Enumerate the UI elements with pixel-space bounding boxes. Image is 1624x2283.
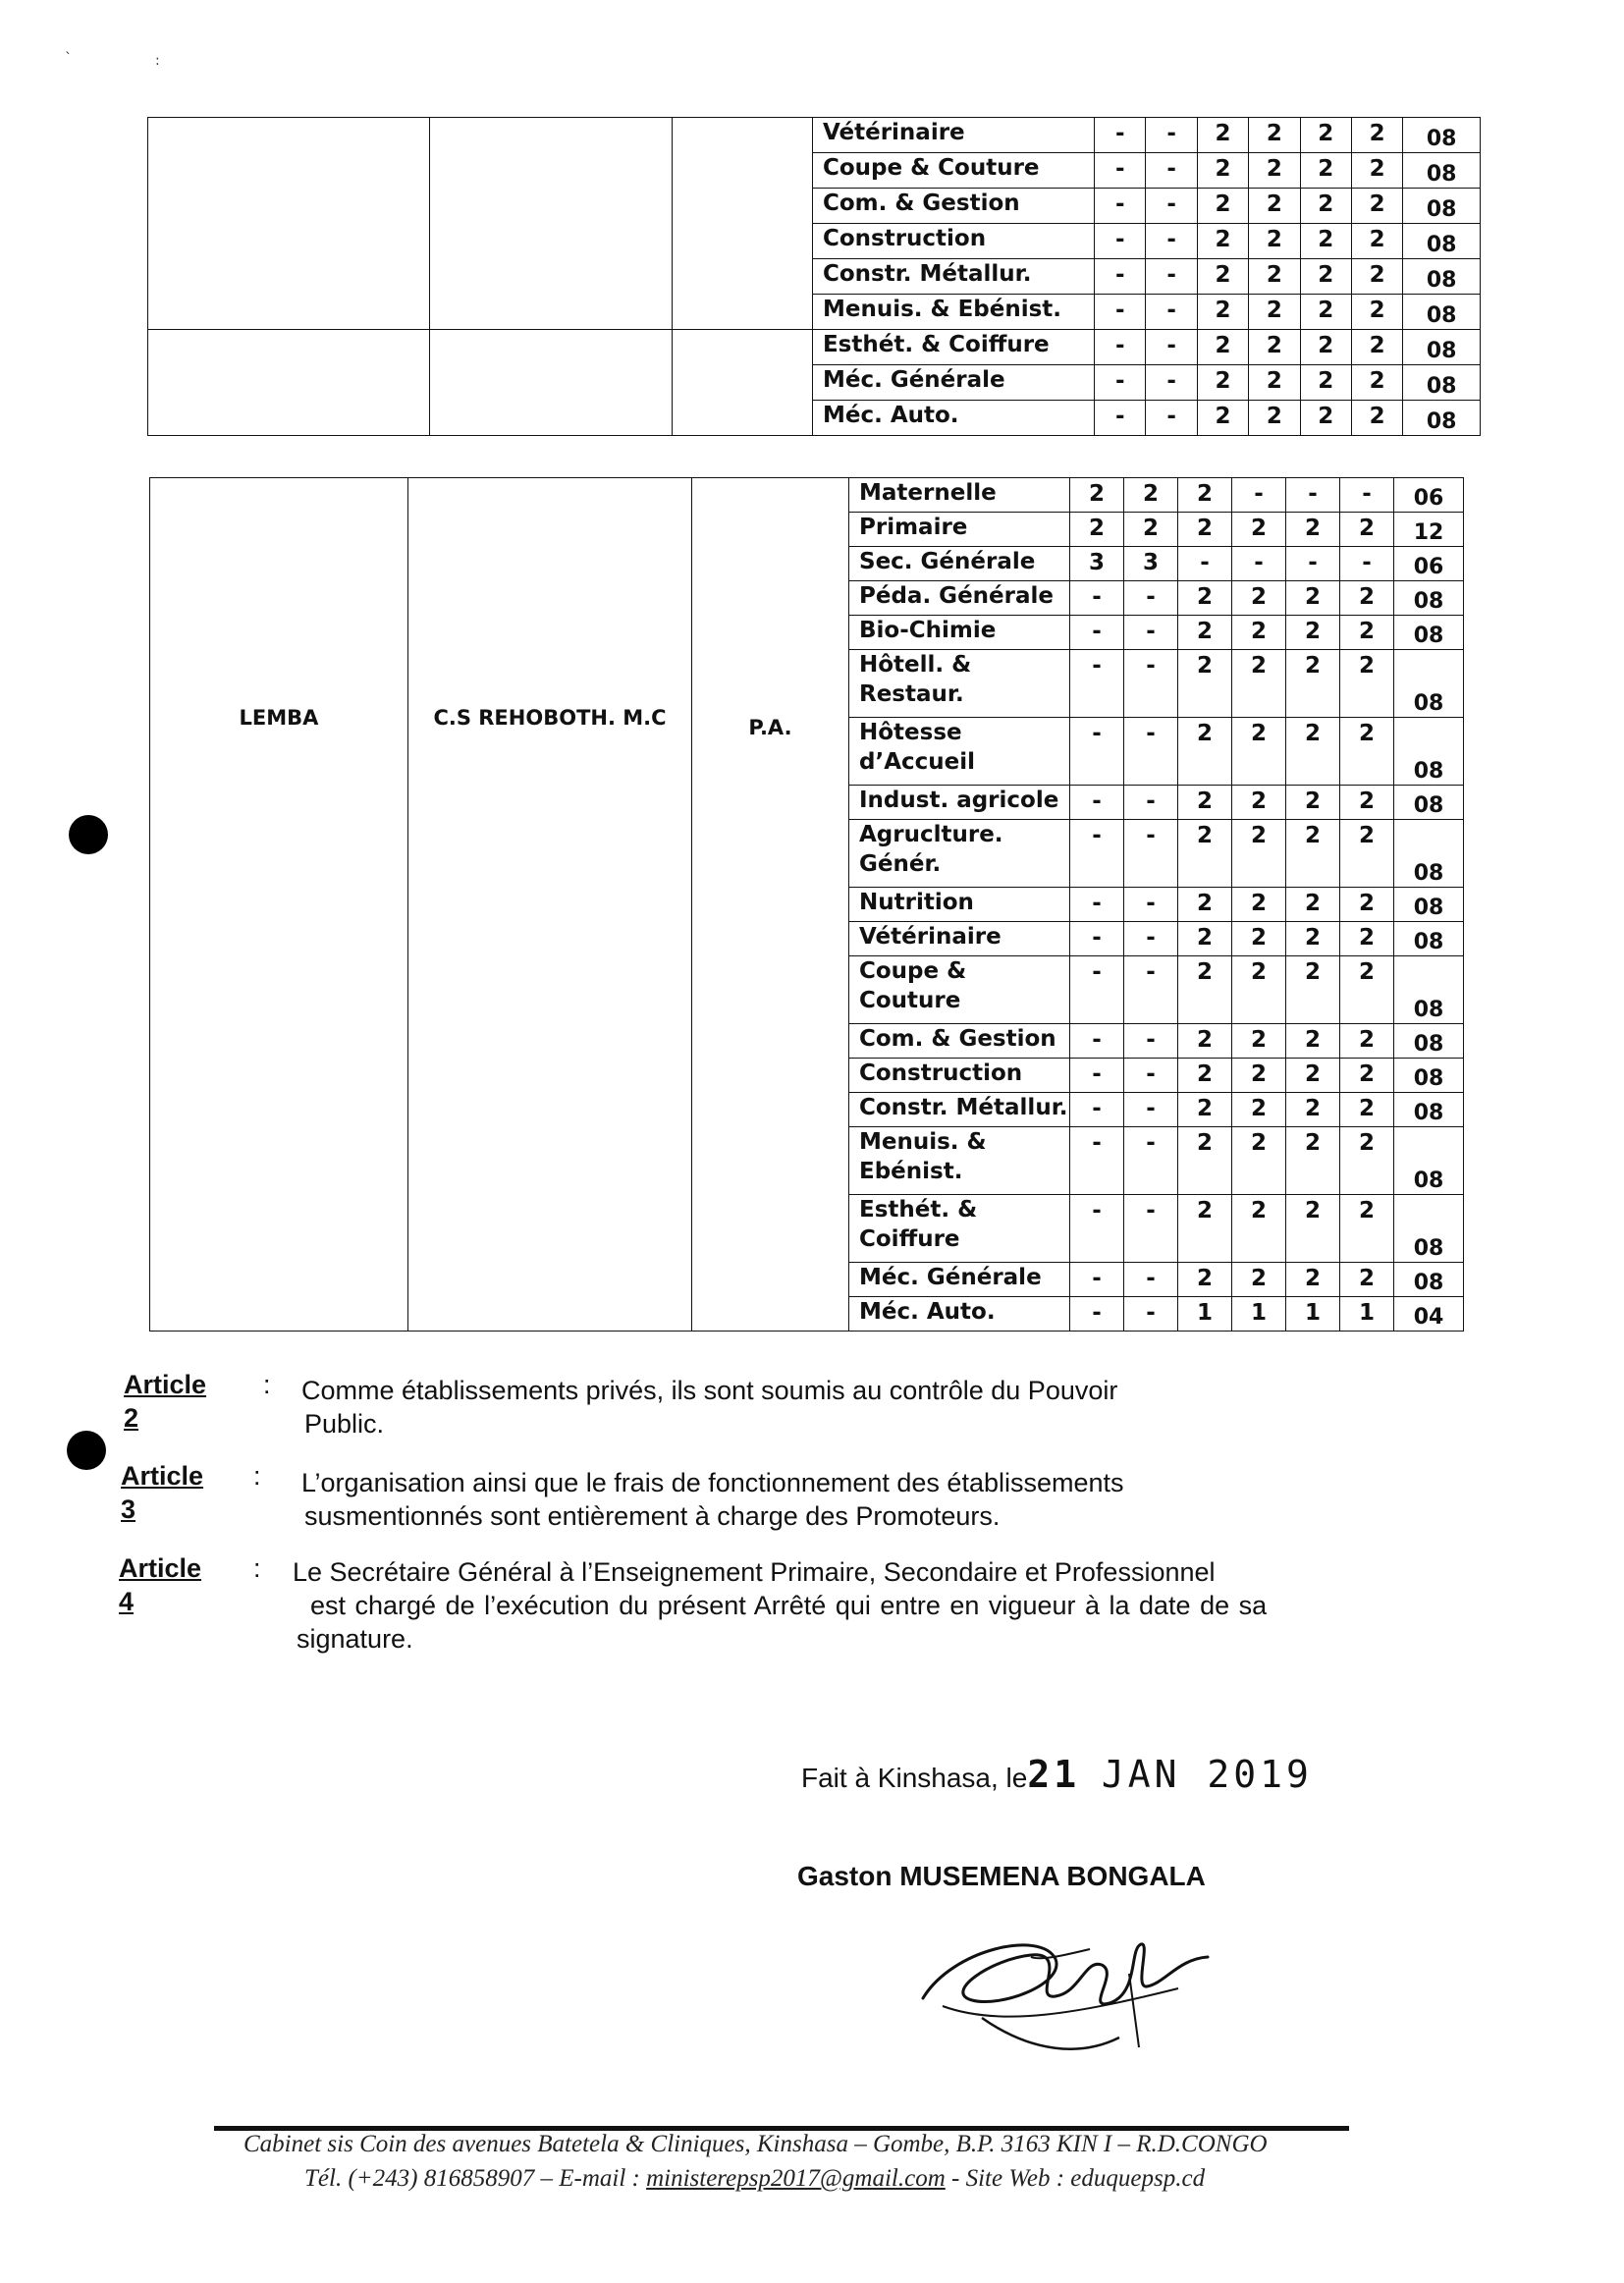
class-count-cell: -: [1070, 820, 1124, 888]
class-count-cell: 2: [1340, 1195, 1394, 1263]
class-count-cell: 2: [1340, 922, 1394, 956]
filiere-label: Coiffure: [859, 1226, 960, 1252]
class-count-cell: -: [1095, 153, 1146, 189]
article-text: signature.: [297, 1624, 413, 1654]
filiere-cell: [849, 1024, 1070, 1059]
article-text: Public.: [304, 1409, 385, 1439]
total-cell: 08: [1403, 401, 1481, 436]
page-mark: :: [155, 53, 160, 69]
class-count-cell: 2: [1351, 365, 1402, 401]
filiere-cell: [849, 956, 1070, 1024]
class-count-cell: -: [1070, 1297, 1124, 1332]
filiere-cell: Méc. Auto.: [812, 401, 1094, 436]
class-count-cell: -: [1286, 478, 1340, 513]
filiere-label: Agrucltur​e.: [859, 822, 1003, 847]
class-count-cell: 2: [1351, 118, 1402, 153]
filiere-label: Génér.: [859, 851, 942, 877]
table-row: [148, 118, 1481, 153]
punch-hole: [69, 815, 108, 854]
class-count-cell: 2: [1340, 786, 1394, 820]
class-count-cell: -: [1070, 1024, 1124, 1059]
class-count-cell: 2: [1178, 1024, 1232, 1059]
class-count-cell: 2: [1232, 1127, 1286, 1195]
class-count-cell: 2: [1340, 1024, 1394, 1059]
class-count-cell: -: [1070, 786, 1124, 820]
class-count-cell: 2: [1178, 1263, 1232, 1297]
class-count-cell: -: [1124, 616, 1178, 650]
class-count-cell: -: [1124, 820, 1178, 888]
class-count-cell: -: [1146, 189, 1197, 224]
class-count-cell: 2: [1300, 259, 1351, 295]
class-count-cell: 2: [1178, 1093, 1232, 1127]
table-row: [148, 330, 1481, 365]
filiere-label: Com. & Gestion: [859, 1026, 1056, 1052]
filiere-cell: [849, 820, 1070, 888]
filiere-cell: [849, 547, 1070, 581]
class-count-cell: 2: [1300, 330, 1351, 365]
filiere-label: Sec. Générale: [859, 549, 1036, 574]
class-count-cell: 2: [1300, 295, 1351, 330]
class-count-cell: -: [1095, 224, 1146, 259]
class-count-cell: -: [1124, 1195, 1178, 1263]
class-count-cell: 2: [1070, 513, 1124, 547]
class-count-cell: -: [1070, 922, 1124, 956]
filiere-cell: [849, 616, 1070, 650]
class-count-cell: 2: [1286, 581, 1340, 616]
class-count-cell: 2: [1286, 1024, 1340, 1059]
total-cell: 08: [1394, 888, 1464, 922]
class-count-cell: 2: [1351, 153, 1402, 189]
class-count-cell: 2: [1249, 330, 1300, 365]
punch-hole: [67, 1431, 106, 1470]
class-count-cell: -: [1124, 650, 1178, 718]
filiere-cell: [849, 1195, 1070, 1263]
total-cell: 04: [1394, 1297, 1464, 1332]
filiere-cell: [849, 581, 1070, 616]
class-count-cell: 2: [1340, 956, 1394, 1024]
filiere-cell: [849, 1127, 1070, 1195]
footer-email-link[interactable]: ministerepsp2017@gmail.com: [646, 2165, 946, 2192]
class-count-cell: 2: [1351, 259, 1402, 295]
class-count-cell: -: [1124, 888, 1178, 922]
class-count-cell: -: [1095, 189, 1146, 224]
class-count-cell: -: [1095, 330, 1146, 365]
class-count-cell: 2: [1286, 650, 1340, 718]
class-count-cell: 2: [1340, 1127, 1394, 1195]
class-count-cell: 2: [1232, 1093, 1286, 1127]
filiere-label: Menuis. &: [859, 1129, 987, 1155]
place-and-date: [801, 1753, 1313, 1796]
class-count-cell: 2: [1178, 888, 1232, 922]
filiere-label: Péda. Générale: [859, 583, 1054, 609]
filiere-cell: [849, 922, 1070, 956]
filiere-label: Coupe &: [859, 958, 967, 984]
regime-cell: [692, 478, 849, 1332]
class-count-cell: -: [1286, 547, 1340, 581]
class-count-cell: 2: [1249, 295, 1300, 330]
signatory-name: Gaston MUSEMENA BONGALA: [797, 1861, 1206, 1891]
table-row: [150, 478, 1464, 513]
filiere-cell: Com. & Gestion: [812, 189, 1094, 224]
class-count-cell: 2: [1232, 581, 1286, 616]
school-name: C.S REHOBOTH. M.C: [433, 706, 667, 730]
filiere-cell: Constr. Métallur.: [812, 259, 1094, 295]
class-count-cell: -: [1178, 547, 1232, 581]
class-count-cell: 2: [1286, 1195, 1340, 1263]
class-count-cell: 2: [1340, 650, 1394, 718]
filiere-cell: [849, 478, 1070, 513]
total-cell: 08: [1403, 295, 1481, 330]
class-count-cell: -: [1070, 956, 1124, 1024]
total-cell: 08: [1394, 956, 1464, 1024]
total-cell: 08: [1394, 1024, 1464, 1059]
article-text: Le Secrétaire Général à l’Enseignement Primaire, Secondaire et Professionnel: [293, 1557, 1216, 1587]
filiere-cell: Menuis. & Ebénist.: [812, 295, 1094, 330]
filiere-cell: [849, 786, 1070, 820]
class-count-cell: 2: [1286, 513, 1340, 547]
class-count-cell: 1: [1286, 1297, 1340, 1332]
total-cell: 08: [1394, 581, 1464, 616]
class-count-cell: 2: [1286, 888, 1340, 922]
regime-cell: [672, 118, 812, 330]
place-label: Fait à Kinshasa, le: [801, 1763, 1028, 1793]
filiere-label: Esthét. &: [859, 1197, 978, 1223]
date-stamp-day: 21: [1027, 1753, 1081, 1796]
class-count-cell: -: [1340, 547, 1394, 581]
class-count-cell: -: [1340, 478, 1394, 513]
article-label: Article 2: [124, 1370, 207, 1433]
class-count-cell: 2: [1340, 1093, 1394, 1127]
class-count-cell: -: [1070, 1059, 1124, 1093]
class-count-cell: 2: [1286, 956, 1340, 1024]
article-label: Article 3: [121, 1461, 204, 1524]
class-count-cell: 2: [1178, 786, 1232, 820]
class-count-cell: 2: [1351, 295, 1402, 330]
class-count-cell: 2: [1197, 295, 1248, 330]
total-cell: 08: [1403, 118, 1481, 153]
class-count-cell: -: [1070, 1263, 1124, 1297]
filiere-cell: [849, 718, 1070, 786]
filiere-label: Restaur.: [859, 681, 964, 707]
class-count-cell: 2: [1232, 1263, 1286, 1297]
class-count-cell: 2: [1286, 922, 1340, 956]
article-separator: :: [253, 1553, 261, 1583]
class-count-cell: -: [1146, 365, 1197, 401]
filiere-label: Primaire: [859, 515, 968, 540]
continued-filieres-table: [147, 117, 1481, 436]
class-count-cell: -: [1124, 1093, 1178, 1127]
class-count-cell: -: [1070, 650, 1124, 718]
class-count-cell: 2: [1249, 153, 1300, 189]
filiere-cell: Construction: [812, 224, 1094, 259]
class-count-cell: 2: [1300, 153, 1351, 189]
total-cell: 06: [1394, 478, 1464, 513]
class-count-cell: 2: [1232, 820, 1286, 888]
class-count-cell: 2: [1340, 1059, 1394, 1093]
class-count-cell: 2: [1340, 616, 1394, 650]
filiere-label: Constr. Métallur.: [859, 1095, 1068, 1120]
rehoboth-filieres-table: [149, 477, 1464, 1332]
class-count-cell: 2: [1249, 259, 1300, 295]
signature: [884, 1890, 1237, 2077]
class-count-cell: -: [1146, 153, 1197, 189]
class-count-cell: 2: [1197, 153, 1248, 189]
school-cell: [408, 478, 692, 1332]
class-count-cell: 2: [1178, 650, 1232, 718]
filiere-label: d’Accueil: [859, 749, 976, 775]
class-count-cell: -: [1070, 718, 1124, 786]
footer-address: Cabinet sis Coin des avenues Batetela & Cliniques, Kinshasa – Gombe, B.P. 3163 KIN I – R.D.CONGO: [244, 2131, 1268, 2157]
class-count-cell: 2: [1286, 1127, 1340, 1195]
commune-cell: [148, 118, 430, 330]
class-count-cell: 2: [1197, 401, 1248, 436]
class-count-cell: -: [1070, 1195, 1124, 1263]
filiere-cell: [849, 1297, 1070, 1332]
class-count-cell: 2: [1178, 1059, 1232, 1093]
total-cell: 08: [1394, 820, 1464, 888]
class-count-cell: 3: [1070, 547, 1124, 581]
class-count-cell: -: [1232, 478, 1286, 513]
class-count-cell: 2: [1249, 189, 1300, 224]
class-count-cell: 2: [1197, 118, 1248, 153]
filiere-label: Construction: [859, 1060, 1023, 1086]
filiere-label: Hôtesse: [859, 720, 962, 745]
commune-cell: [148, 330, 430, 436]
class-count-cell: -: [1146, 295, 1197, 330]
filiere-cell: [849, 1263, 1070, 1297]
article-text: est chargé de l’exécution du présent Arrêté qui entre en vigueur à la date de sa: [310, 1591, 1268, 1620]
class-count-cell: -: [1124, 1297, 1178, 1332]
class-count-cell: 2: [1300, 224, 1351, 259]
footer-contacts: [304, 2165, 1205, 2193]
class-count-cell: 2: [1249, 224, 1300, 259]
total-cell: 08: [1403, 224, 1481, 259]
class-count-cell: -: [1124, 581, 1178, 616]
class-count-cell: -: [1124, 1263, 1178, 1297]
class-count-cell: -: [1146, 224, 1197, 259]
article-separator: :: [253, 1461, 261, 1491]
filiere-label: Couture: [859, 988, 961, 1013]
class-count-cell: 2: [1340, 513, 1394, 547]
class-count-cell: 2: [1178, 478, 1232, 513]
class-count-cell: 2: [1286, 820, 1340, 888]
class-count-cell: 2: [1300, 118, 1351, 153]
filiere-cell: Vétérinaire: [812, 118, 1094, 153]
total-cell: 08: [1394, 786, 1464, 820]
class-count-cell: 2: [1178, 718, 1232, 786]
filiere-label: Vétérinaire: [859, 924, 1001, 950]
class-count-cell: 2: [1232, 956, 1286, 1024]
class-count-cell: 2: [1300, 189, 1351, 224]
class-count-cell: 2: [1178, 1127, 1232, 1195]
class-count-cell: 2: [1070, 478, 1124, 513]
class-count-cell: 2: [1351, 224, 1402, 259]
class-count-cell: -: [1124, 718, 1178, 786]
filiere-label: Bio-Chimie: [859, 618, 997, 643]
class-count-cell: 2: [1300, 365, 1351, 401]
class-count-cell: -: [1070, 1093, 1124, 1127]
class-count-cell: 2: [1300, 401, 1351, 436]
class-count-cell: -: [1070, 1127, 1124, 1195]
class-count-cell: 2: [1232, 1059, 1286, 1093]
article-separator: :: [263, 1370, 271, 1399]
total-cell: 08: [1403, 365, 1481, 401]
filiere-label: Ebénist.: [859, 1159, 963, 1184]
filiere-cell: Esthét. & Coiffure: [812, 330, 1094, 365]
filiere-label: Hôtell. &: [859, 652, 972, 678]
class-count-cell: -: [1124, 956, 1178, 1024]
filiere-cell: [849, 888, 1070, 922]
class-count-cell: 2: [1232, 650, 1286, 718]
class-count-cell: -: [1146, 330, 1197, 365]
class-count-cell: 2: [1286, 1263, 1340, 1297]
class-count-cell: -: [1232, 547, 1286, 581]
footer-phone: Tél. (+243) 816858907 – E-mail :: [304, 2165, 640, 2192]
total-cell: 08: [1394, 1059, 1464, 1093]
class-count-cell: 2: [1340, 718, 1394, 786]
class-count-cell: 2: [1286, 718, 1340, 786]
class-count-cell: 2: [1197, 189, 1248, 224]
class-count-cell: 2: [1232, 616, 1286, 650]
class-count-cell: 2: [1351, 330, 1402, 365]
class-count-cell: 2: [1178, 820, 1232, 888]
class-count-cell: 2: [1232, 513, 1286, 547]
regime-cell: [672, 330, 812, 436]
commune-cell: [150, 478, 408, 1332]
class-count-cell: 2: [1232, 718, 1286, 786]
article-text: Comme établissements privés, ils sont soumis au contrôle du Pouvoir: [301, 1376, 1118, 1405]
class-count-cell: 2: [1178, 581, 1232, 616]
total-cell: 08: [1403, 330, 1481, 365]
footer-website: - Site Web : eduquepsp.cd: [951, 2165, 1206, 2192]
class-count-cell: -: [1124, 1127, 1178, 1195]
class-count-cell: 2: [1124, 513, 1178, 547]
class-count-cell: 2: [1232, 786, 1286, 820]
class-count-cell: 2: [1178, 922, 1232, 956]
class-count-cell: -: [1095, 295, 1146, 330]
class-count-cell: -: [1095, 365, 1146, 401]
total-cell: 08: [1394, 616, 1464, 650]
total-cell: 08: [1394, 1127, 1464, 1195]
class-count-cell: 2: [1249, 365, 1300, 401]
total-cell: 08: [1394, 1195, 1464, 1263]
commune-name: LEMBA: [239, 706, 319, 730]
article-text: L’organisation ainsi que le frais de fonctionnement des établissements: [301, 1468, 1124, 1497]
class-count-cell: 2: [1232, 922, 1286, 956]
class-count-cell: -: [1095, 401, 1146, 436]
filiere-label: Indust. agricole: [859, 788, 1059, 813]
class-count-cell: 2: [1249, 118, 1300, 153]
total-cell: 08: [1394, 1093, 1464, 1127]
total-cell: 08: [1394, 1263, 1464, 1297]
filiere-cell: Coupe & Couture: [812, 153, 1094, 189]
article-text: susmentionnés sont entièrement à charge des Promoteurs.: [304, 1501, 1001, 1531]
total-cell: 08: [1403, 189, 1481, 224]
page-mark: `: [65, 51, 72, 67]
filiere-cell: [849, 1093, 1070, 1127]
class-count-cell: 2: [1232, 888, 1286, 922]
school-cell: [430, 330, 673, 436]
class-count-cell: -: [1095, 118, 1146, 153]
total-cell: 08: [1403, 153, 1481, 189]
total-cell: 08: [1394, 650, 1464, 718]
class-count-cell: -: [1146, 401, 1197, 436]
total-cell: 08: [1403, 259, 1481, 295]
filiere-cell: [849, 1059, 1070, 1093]
class-count-cell: 2: [1340, 820, 1394, 888]
class-count-cell: 2: [1351, 189, 1402, 224]
class-count-cell: -: [1124, 1024, 1178, 1059]
class-count-cell: 2: [1351, 401, 1402, 436]
school-cell: [430, 118, 673, 330]
filiere-cell: [849, 650, 1070, 718]
class-count-cell: 2: [1286, 1093, 1340, 1127]
class-count-cell: 1: [1232, 1297, 1286, 1332]
class-count-cell: 1: [1340, 1297, 1394, 1332]
filiere-label: Nutrition: [859, 890, 974, 915]
class-count-cell: 2: [1340, 1263, 1394, 1297]
class-count-cell: 2: [1197, 259, 1248, 295]
class-count-cell: 2: [1340, 888, 1394, 922]
class-count-cell: 2: [1249, 401, 1300, 436]
filiere-label: Méc. Auto.: [859, 1299, 996, 1325]
filiere-label: Méc. Générale: [859, 1265, 1042, 1290]
class-count-cell: -: [1070, 888, 1124, 922]
filiere-cell: Méc. Générale: [812, 365, 1094, 401]
date-stamp-month-year: JAN 2019: [1101, 1753, 1313, 1796]
class-count-cell: 2: [1178, 1195, 1232, 1263]
class-count-cell: -: [1070, 616, 1124, 650]
class-count-cell: -: [1146, 259, 1197, 295]
class-count-cell: -: [1124, 1059, 1178, 1093]
class-count-cell: 2: [1197, 224, 1248, 259]
class-count-cell: 2: [1178, 616, 1232, 650]
class-count-cell: 2: [1197, 365, 1248, 401]
class-count-cell: 2: [1124, 478, 1178, 513]
filiere-label: Maternelle: [859, 480, 997, 506]
regime: P.A.: [748, 716, 792, 739]
class-count-cell: 2: [1178, 513, 1232, 547]
class-count-cell: 2: [1286, 616, 1340, 650]
article-label: Article 4: [119, 1553, 202, 1616]
class-count-cell: 2: [1197, 330, 1248, 365]
class-count-cell: 2: [1232, 1195, 1286, 1263]
filiere-cell: [849, 513, 1070, 547]
total-cell: 06: [1394, 547, 1464, 581]
class-count-cell: -: [1095, 259, 1146, 295]
class-count-cell: 3: [1124, 547, 1178, 581]
class-count-cell: 2: [1286, 1059, 1340, 1093]
class-count-cell: 2: [1286, 786, 1340, 820]
class-count-cell: 2: [1232, 1024, 1286, 1059]
class-count-cell: -: [1146, 118, 1197, 153]
total-cell: 08: [1394, 718, 1464, 786]
class-count-cell: 1: [1178, 1297, 1232, 1332]
total-cell: 12: [1394, 513, 1464, 547]
total-cell: 08: [1394, 922, 1464, 956]
class-count-cell: -: [1070, 581, 1124, 616]
class-count-cell: -: [1124, 786, 1178, 820]
class-count-cell: -: [1124, 922, 1178, 956]
class-count-cell: 2: [1178, 956, 1232, 1024]
class-count-cell: 2: [1340, 581, 1394, 616]
